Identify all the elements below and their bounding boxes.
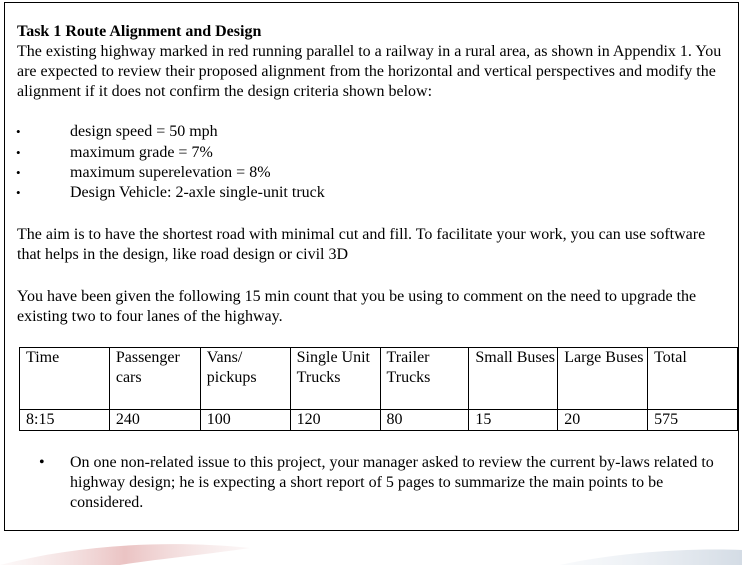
table-cell: 20: [558, 410, 648, 431]
column-header: Time: [20, 348, 110, 410]
column-header: Trailer Trucks: [380, 348, 469, 410]
task-title: Task 1 Route Alignment and Design: [17, 23, 262, 40]
bullet-icon: •: [39, 454, 45, 471]
criteria-text: Design Vehicle: 2-axle single-unit truck: [70, 184, 325, 201]
count-paragraph: You have been given the following 15 min count that you be using to comment on the need to upgrade the existing two to four lanes of the highway.: [17, 288, 697, 325]
bullet-icon: •: [16, 165, 21, 180]
column-header: Passenger cars: [109, 348, 200, 410]
table-cell: 80: [380, 410, 469, 431]
table-cell: 575: [648, 410, 738, 431]
bullet-icon: •: [16, 145, 21, 160]
decorative-swoosh: [0, 534, 742, 565]
table-row: [20, 410, 738, 431]
intro-paragraph: The existing highway marked in red running parallel to a railway in a rural area, as shown in Appendix 1. You are expected to review their proposed alignment from the horizontal and vertical perspectives and modify the alignment if it does not confirm the design criteria shown below:: [17, 43, 722, 100]
criteria-item: [5, 163, 740, 183]
column-header: Total: [648, 348, 738, 410]
column-header: Small Buses: [469, 348, 558, 410]
column-header: Vans/ pickups: [200, 348, 290, 410]
table-cell: 120: [290, 410, 380, 431]
table-header-row: [20, 348, 738, 410]
bullet-icon: •: [16, 124, 21, 139]
criteria-item: [5, 122, 740, 142]
aim-paragraph: The aim is to have the shortest road with minimal cut and fill. To facilitate your work, you can use software that helps in the design, like road design or civil 3D: [17, 226, 706, 263]
criteria-text: maximum superelevation = 8%: [70, 164, 271, 181]
bullet-icon: •: [16, 185, 21, 200]
criteria-item: [5, 143, 740, 163]
criteria-item: [5, 183, 740, 203]
traffic-count-table: [19, 347, 738, 431]
column-header: Large Buses: [558, 348, 648, 410]
table-cell: 15: [469, 410, 558, 431]
criteria-text: design speed = 50 mph: [70, 123, 218, 140]
table-cell: 100: [200, 410, 290, 431]
criteria-text: maximum grade = 7%: [70, 144, 213, 161]
final-note-text: On one non-related issue to this project, your manager asked to review the current by-laws related to highway design; he is expecting a short report of 5 pages to summarize the main points to be considered.: [70, 454, 714, 511]
column-header: Single Unit Trucks: [290, 348, 380, 410]
task-document: [4, 2, 739, 531]
table-cell: 240: [109, 410, 200, 431]
table-cell: 8:15: [20, 410, 110, 431]
